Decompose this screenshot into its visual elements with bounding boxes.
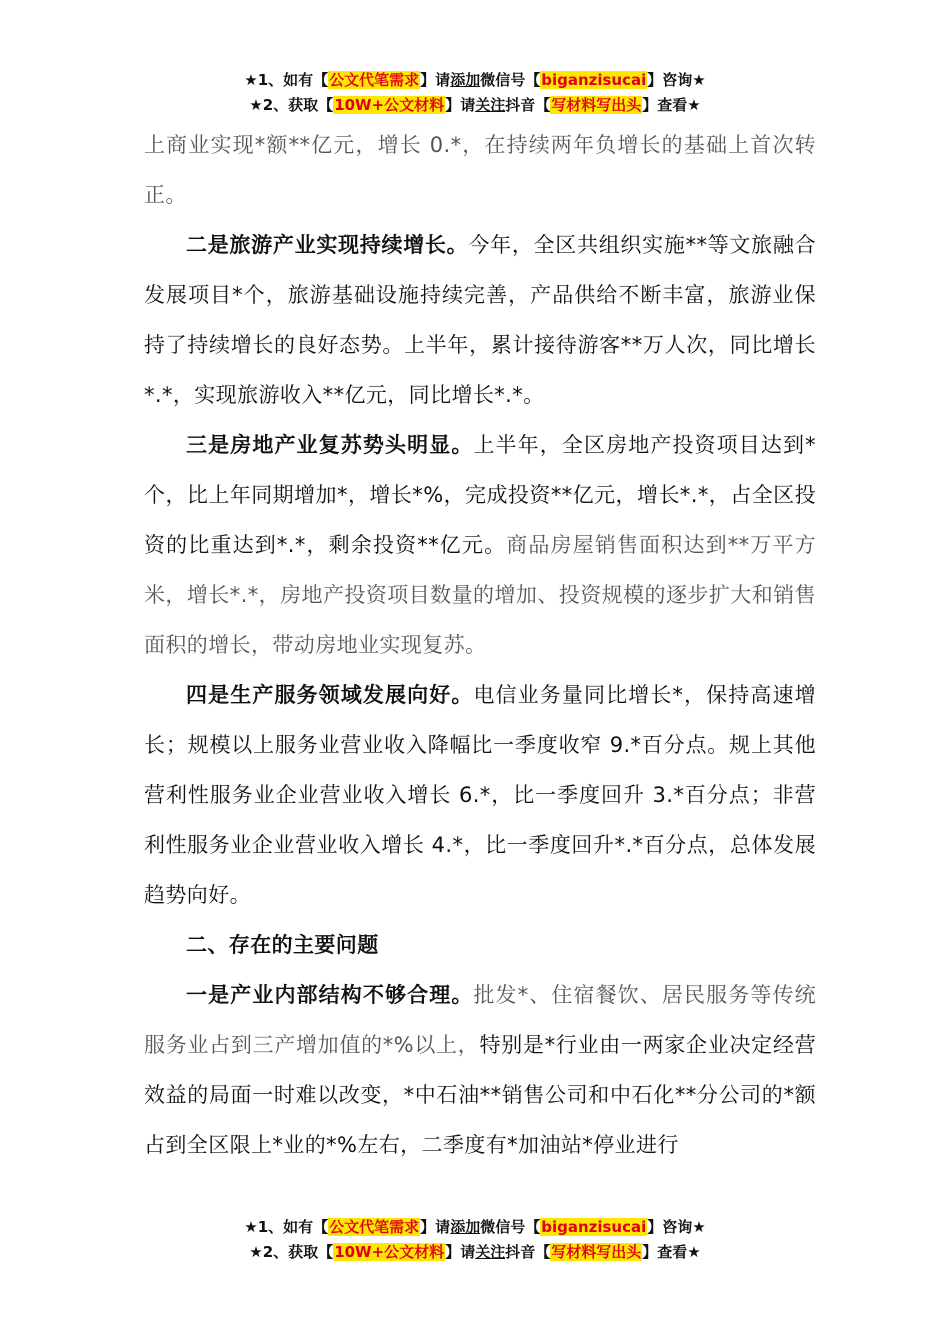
banner-text: ★1、如有【	[244, 1218, 329, 1236]
banner-text: ★1、如有【	[244, 71, 329, 89]
banner-text: 微信号【	[480, 1218, 541, 1236]
section-heading: 二、存在的主要问题	[186, 933, 379, 957]
paragraph-lead: 四是生产服务领域发展向好。	[186, 683, 474, 707]
highlight-douyin-id: 写材料写出头	[551, 1243, 642, 1261]
banner-underlined-text: 添加	[450, 1218, 481, 1236]
banner-text: 】咨询★	[647, 1218, 706, 1236]
banner-line-1	[0, 1215, 950, 1240]
paragraph	[144, 420, 816, 670]
banner-text: ★2、获取【	[249, 1243, 334, 1261]
banner-text: 】请	[445, 96, 476, 114]
paragraph-lead: 一是产业内部结构不够合理。	[186, 983, 474, 1007]
highlight-materials: 10W+公文材料	[334, 96, 445, 114]
paragraph-text: 商品房屋销售面积达到**万平方米，增长*.*，房地产投资项目数量的增加、投资规模的逐步扩大和销售面积的增长，带动房地业实现复苏。	[144, 533, 817, 657]
banner-line-2	[0, 1240, 950, 1265]
paragraph	[144, 670, 816, 920]
highlight-materials: 10W+公文材料	[334, 1243, 445, 1261]
header-banner	[0, 68, 950, 118]
highlight-wechat-id: biganzisucai	[541, 71, 647, 89]
banner-text: 】请	[445, 1243, 476, 1261]
banner-text: 】咨询★	[647, 71, 706, 89]
footer-banner	[0, 1215, 950, 1265]
paragraph-text: 今年，全区共组织实施**等文旅融合发展项目*个，旅游基础设施持续完善，产品供给不断丰富，旅游业保持了持续增长的良好态势。上半年，累计接待游客**万人次，同比增长*.*，实现旅游收入**亿元，同比增长*.*。	[144, 233, 816, 407]
highlight-service: 公文代笔需求	[329, 1218, 420, 1236]
banner-underlined-text: 关注	[475, 96, 506, 114]
banner-text: 微信号【	[480, 71, 541, 89]
banner-text: 抖音【	[505, 1243, 551, 1261]
paragraph-lead: 二是旅游产业实现持续增长。	[186, 233, 469, 257]
paragraph	[144, 970, 816, 1170]
paragraph-text: 上半年，全区房地产投资项目达到*个，比上年同期增加*，增长*%，完成投资**亿元，增长*.*，占全区投资的比重达到*.*，剩余投资**亿元。	[144, 433, 816, 557]
banner-underlined-text: 关注	[475, 1243, 506, 1261]
document-body	[144, 120, 816, 1170]
banner-line-1	[0, 68, 950, 93]
banner-text: 抖音【	[505, 96, 551, 114]
paragraph-text: 特别是*行业由一两家企业决定经营效益的局面一时难以改变，*中石油**销售公司和中石化**分公司的*额占到全区限上*业的*%左右，二季度有*加油站*停业进行	[144, 1033, 817, 1157]
paragraph-text: 批发*、住宿餐饮、居民服务等传统服务业占到三产增加值的*%以上，	[144, 983, 816, 1057]
paragraph	[144, 220, 816, 420]
paragraph-lead: 三是房地产业复苏势头明显。	[186, 433, 474, 457]
banner-text: ★2、获取【	[249, 96, 334, 114]
banner-line-2	[0, 93, 950, 118]
paragraph	[144, 120, 816, 220]
highlight-wechat-id: biganzisucai	[541, 1218, 647, 1236]
banner-text: 】请	[420, 1218, 451, 1236]
banner-text: 】查看★	[642, 1243, 701, 1261]
paragraph-text: 上商业实现*额**亿元，增长 0.*，在持续两年负增长的基础上首次转正。	[144, 133, 816, 207]
highlight-douyin-id: 写材料写出头	[551, 96, 642, 114]
paragraph-text: 电信业务量同比增长*，保持高速增长；规模以上服务业营业收入降幅比一季度收窄 9.*百分点。规上其他营利性服务业企业营业收入增长 6.*，比一季度回升 3.*百分点；非营利性服务业企业营业收入增长 4.*，比一季度回升*.*百分点，总体发展趋势向好。	[144, 683, 816, 907]
banner-text: 】请	[420, 71, 451, 89]
highlight-service: 公文代笔需求	[329, 71, 420, 89]
banner-text: 】查看★	[642, 96, 701, 114]
banner-underlined-text: 添加	[450, 71, 481, 89]
